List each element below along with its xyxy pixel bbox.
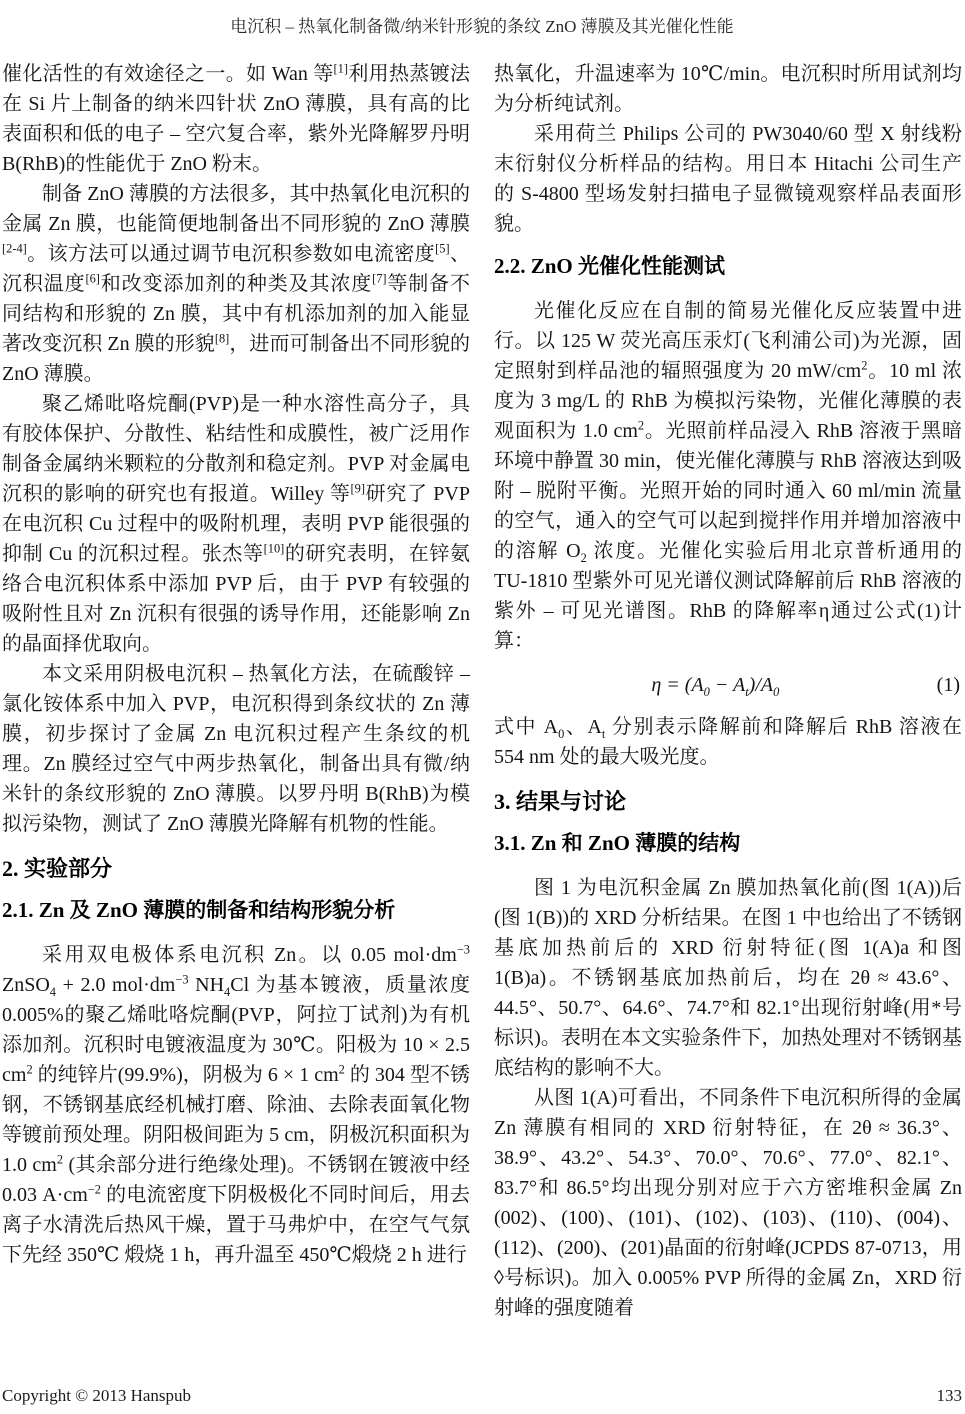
equation-number: (1)	[936, 674, 960, 696]
paragraph: 聚乙烯吡咯烷酮(PVP)是一种水溶性高分子，具有胶体保护、分散性、粘结性和成膜性，被广泛用作制备金属纳米颗粒的分散剂和稳定剂。PVP 对金属电沉积的影响的研究也有报道。Willey 等[9]研究了 PVP 在电沉积 Cu 过程中的吸附机理，表明 PVP 能很强的抑制 Cu 的沉积过程。张杰等[10]的研究表明，在锌氨络合电沉积体系中添加 PVP 后，由于 PVP 有较强的吸附性且对 Zn 沉积有很强的诱导作用，还能影响 Zn 的晶面择优取向。	[2, 393, 471, 655]
left-column	[2, 59, 470, 1323]
equation-formula: $\eta = (A_0 - A_t)/A_0$	[651, 674, 780, 699]
equation-row	[494, 670, 962, 700]
page-footer	[2, 1386, 962, 1406]
paragraph: 催化活性的有效途径之一。如 Wan 等[1]利用热蒸镀法在 Si 片上制备的纳米四针状 ZnO 薄膜，具有高的比表面积和低的电子 – 空穴复合率，紫外光降解罗丹明 B(RhB)的性能优于 ZnO 粉末。	[2, 61, 470, 175]
paragraph: 图 1 为电沉积金属 Zn 膜加热氧化前(图 1(A))后(图 1(B))的 XRD 分析结果。在图 1 中也给出了不锈钢基底加热前后的 XRD 衍射特征(图 1(A)a 和图 1(B)a)。不锈钢基底加热前后，均在 2θ ≈ 43.6°、44.5°、50.7°、64.6°、74.7°和 82.1°出现衍射峰(用*号标识)。表明在本文实验条件下，加热处理对不锈钢基底结构的影响不大。	[494, 877, 962, 1079]
paragraph: 采用荷兰 Philips 公司的 PW3040/60 型 X 射线粉末衍射仪分析样品的结构。用日本 Hitachi 公司生产的 S-4800 型场发射扫描电子显微镜观察样品表面形貌。	[494, 123, 962, 235]
paragraph: 从图 1(A)可看出，不同条件下电沉积所得的金属 Zn 薄膜有相同的 XRD 衍射特征，在 2θ ≈ 36.3°、38.9°、43.2°、54.3°、70.0°、70.6°、77.0°、82.1°、83.7°和 86.5°均出现分别对应于六方密堆积金属 Zn (002)、(100)、(101)、(102)、(103)、(110)、(004)、(112)、(200)、(201)晶面的衍射峰(JCPDS 87-0713，用◊号标识)。加入 0.005% PVP 所得的金属 Zn，XRD 衍射峰的强度随着	[494, 1087, 962, 1319]
subsection-heading-preparation: 2.1. Zn 及 ZnO 薄膜的制备和结构形貌分析	[2, 898, 396, 922]
section-heading-experimental: 2. 实验部分	[2, 856, 113, 881]
section-heading-results: 3. 结果与讨论	[494, 789, 627, 814]
two-column-body	[2, 59, 962, 1323]
paragraph: 采用双电极体系电沉积 Zn。以 0.05 $mol\cdot dm^{-3}$ ZnSO$_4$ + 2.0 $mol\cdot dm^{-3}$ $NH_4Cl$ 为基本镀液，质量浓度 0.005%的聚乙烯吡咯烷酮(PVP，阿拉丁试剂)为有机添加剂。沉积时电镀液温度为 30℃。阳极为 10 × 2.5 $cm^2$ 的纯锌片(99.9%)，阴极为 6 × 1 $cm^2$ 的 304 型不锈钢，不锈钢基底经机械打磨、除油、去除表面氧化物等镀前预处理。阴阳极间距为 5 cm，阴极沉积面积为 1.0 $cm^2$ (其余部分进行绝缘处理)。不锈钢在镀液中经 0.03 $A\cdot cm^{-2}$ 的电流密度下阴极极化不同时间后，用去离子水清洗后热风干燥，置于马弗炉中，在空气气氛下先经 350℃ 煅烧 1 h，再升温至 450℃煅烧 2 h 进行	[2, 942, 471, 1266]
paragraph: 制备 ZnO 薄膜的方法很多，其中热氧化电沉积的金属 Zn 膜，也能简便地制备出不同形貌的 ZnO 薄膜[2-4]。该方法可以通过调节电沉积参数如电流密度[5]、沉积温度[6]和改变添加剂的种类及其浓度[7]等制备不同结构和形貌的 Zn 膜，其中有机添加剂的加入能显著改变沉积 Zn 膜的形貌[8]，进而可制备出不同形貌的 ZnO 薄膜。	[2, 183, 471, 385]
subsection-heading-photocatalysis-test: 2.2. ZnO 光催化性能测试	[494, 254, 726, 278]
running-head-title: 电沉积 – 热氧化制备微/纳米针形貌的条纹 ZnO 薄膜及其光催化性能	[230, 17, 734, 36]
page-number: 133	[936, 1386, 962, 1405]
subsection-heading-structure: 3.1. Zn 和 ZnO 薄膜的结构	[494, 831, 741, 855]
copyright-notice: Copyright © 2013 Hanspub	[2, 1386, 192, 1405]
paragraph: 光催化反应在自制的简易光催化反应装置中进行。以 125 W 荧光高压汞灯(飞利浦公司)为光源，固定照射到样品池的辐照强度为 20 $mW/cm^2$。10 ml 浓度为 3 mg/L 的 RhB 为模拟污染物，光催化薄膜的表观面积为 1.0 $cm^2$。光照前样品浸入 RhB 溶液于黑暗环境中静置 30 min，使光催化薄膜与 RhB 溶液达到吸附 – 脱附平衡。光照开始的同时通入 60 ml/min 流量的空气，通入的空气可以起到搅拌作用并增加溶液中的溶解 $O_2$ 浓度。光催化实验后用北京普析通用的 TU-1810 型紫外可见光谱仪测试降解前后 RhB 溶液的紫外 – 可见光谱图。RhB 的降解率η通过公式(1)计算：	[494, 300, 962, 652]
paragraph: 本文采用阴极电沉积 – 热氧化方法，在硫酸锌 – 氯化铵体系中加入 PVP，电沉积得到条纹状的 Zn 薄膜，初步探讨了金属 Zn 电沉积过程产生条纹的机理。Zn 膜经过空气中两步热氧化，制备出具有微/纳米针的条纹形貌的 ZnO 薄膜。以罗丹明 B(RhB)为模拟污染物，测试了 ZnO 薄膜光降解有机物的性能。	[2, 663, 470, 835]
right-column	[494, 59, 962, 1323]
paragraph: 热氧化，升温速率为 10℃/min。电沉积时所用试剂均为分析纯试剂。	[494, 63, 962, 115]
paragraph: 式中 $A_0$、$A_t$ 分别表示降解前和降解后 RhB 溶液在 554 nm 处的最大吸光度。	[494, 716, 962, 768]
